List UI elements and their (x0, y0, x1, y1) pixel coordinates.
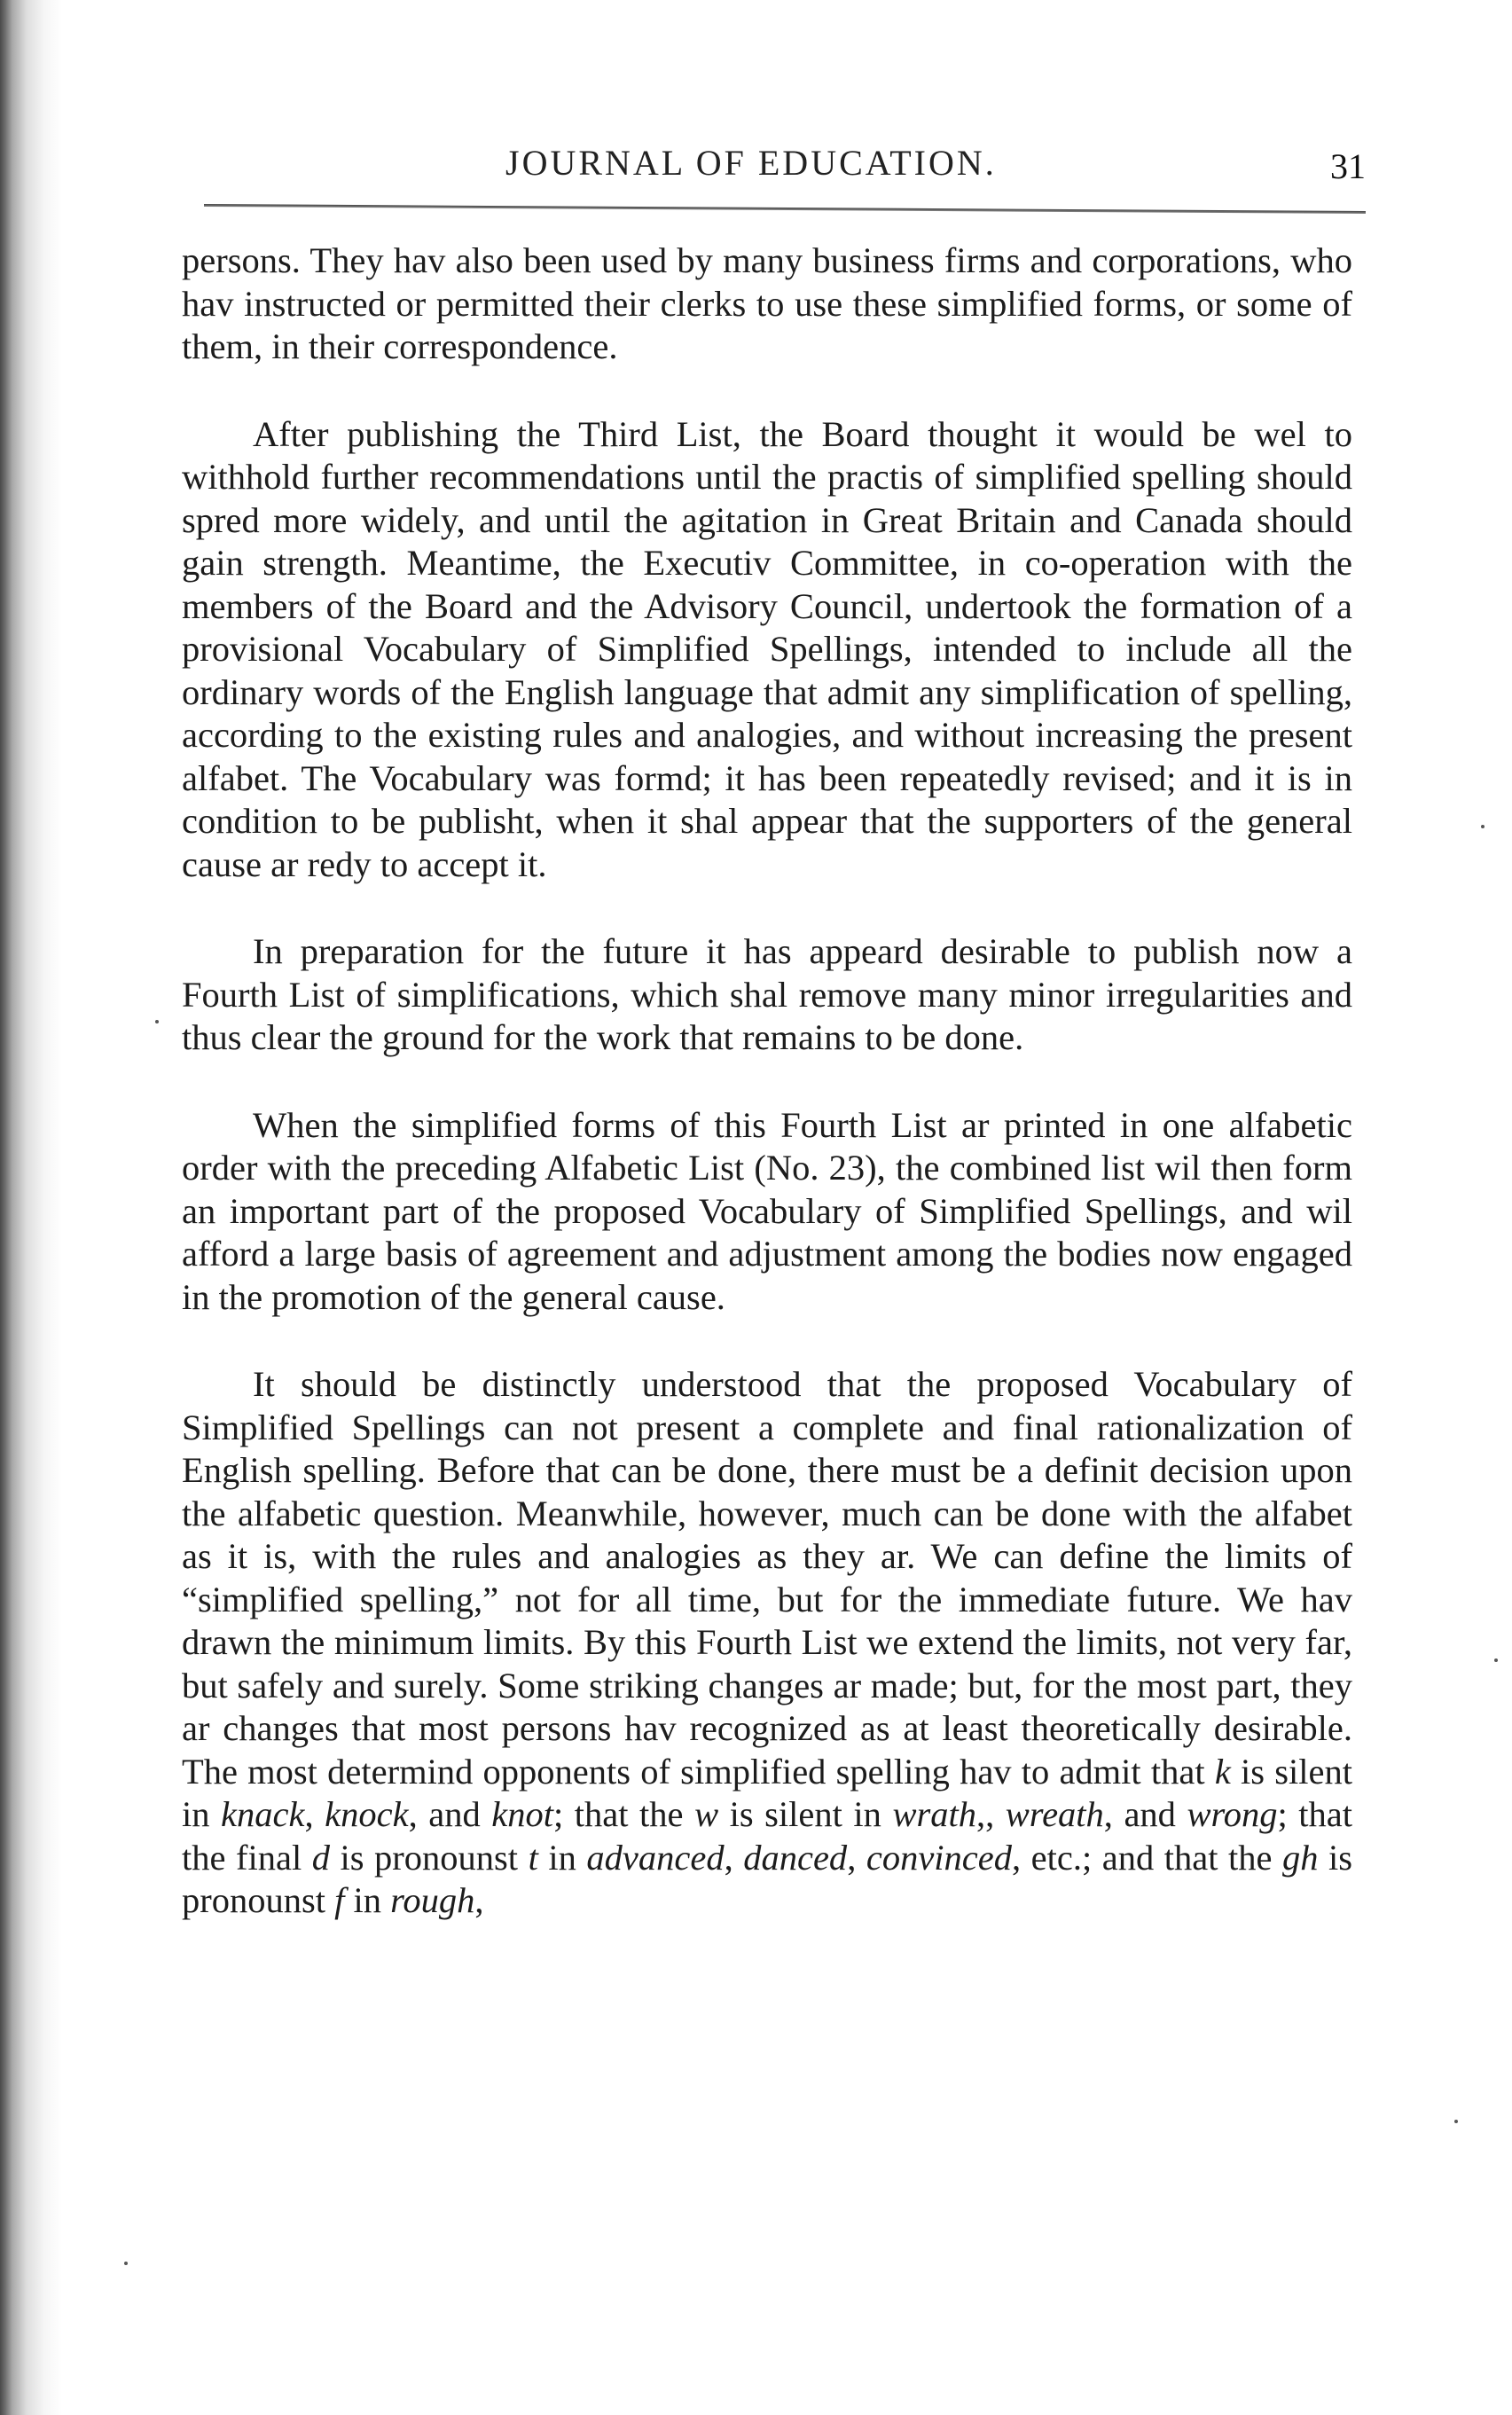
italic-letter: w (694, 1794, 719, 1834)
italic-word: knack (221, 1794, 305, 1834)
italic-word: wrath (892, 1794, 976, 1834)
text-run: , (724, 1837, 744, 1878)
running-title: JOURNAL OF EDUCATION. (505, 143, 997, 183)
scan-speck (1481, 825, 1485, 828)
text-run: , (847, 1837, 866, 1878)
text-run: , and (408, 1794, 492, 1834)
italic-word: advanced (586, 1837, 725, 1878)
scan-speck (124, 2262, 128, 2265)
italic-letter: f (334, 1880, 345, 1920)
text-run: , etc.; and that the (1012, 1837, 1282, 1878)
italic-word: convinced (866, 1837, 1012, 1878)
italic-letter: k (1214, 1751, 1231, 1792)
italic-word: knock (325, 1794, 409, 1834)
page-number: 31 (1330, 146, 1366, 186)
text-run: is pronounst (330, 1837, 529, 1878)
paragraph-continuation: persons. They hav also been used by many business firms and corporations, who hav instructed or permitted their clerks to use these simplified forms, or some of them, in their correspondence. (182, 240, 1352, 366)
text-run: ; that the (553, 1794, 695, 1834)
text-run: in (537, 1837, 587, 1878)
body-text (182, 239, 1352, 1923)
italic-word: wreath (1005, 1794, 1104, 1834)
italic-letter: gh (1282, 1837, 1319, 1878)
italic-word: wrong (1187, 1794, 1278, 1834)
italic-word: rough (390, 1880, 475, 1920)
text-run: is pronounst (182, 1837, 1353, 1920)
text-run: It should be distinctly understood that the proposed Vocabulary of Simplified Spellings can not present a complete and final rationalization of English spelling. Before that can be done, there must be a definit decision upon the alfabetic question. Meanwhile, however, much can be done with the alfabet as it is, with the rules and analogies as they ar. We can define the limits of “simplified spelling,” not for all time, but for the immediate future. We hav drawn the minimum limits. By this Fourth List we extend the limits, not very far, but safely and surely. Some striking changes ar made; but, for the most part, they ar changes that most persons hav recognized as at least theoretically desirable. The most determind opponents of simplified spelling hav to admit that (182, 1364, 1352, 1792)
scan-speck (1494, 1658, 1498, 1662)
text-run: , and (1103, 1794, 1187, 1834)
text-run: , (474, 1880, 484, 1920)
page-binding-shadow (0, 0, 62, 2415)
paragraph-distinctly-understood (182, 1363, 1352, 1923)
text-run: ,, (976, 1794, 1006, 1834)
paragraph-third-list: After publishing the Third List, the Board thought it would be wel to withhold further recommendations until the practis of simplified spelling should spred more widely, and until the agitation in Great Britain and Canada should gain strength. Meantime, the Executiv Committee, in co-operation with the members of the Board and the Advisory Council, undertook the formation of a provisional Vocabulary of Simplified Spellings, intended to include all the ordinary words of the English language that admit any simplification of spelling, according to the existing rules and analogies, and without increasing the present alfabet. The Vocabulary was formd; it has been repeatedly revised; and it is in condition to be publisht, when it shal appear that the supporters of the general cause ar redy to accept it. (182, 413, 1352, 884)
italic-letter: t (528, 1837, 538, 1878)
paragraph-fourth-list-preparation: In preparation for the future it has appeard desirable to publish now a Fourth List of simplifications, which shal remove many minor irregularities and thus clear the ground for the work that remains to be done. (182, 931, 1352, 1057)
page-header (204, 142, 1366, 213)
text-run: in (344, 1880, 391, 1920)
text-run: , (304, 1794, 325, 1834)
text-run: is silent in (182, 1751, 1352, 1834)
italic-word: knot (491, 1794, 553, 1834)
text-run: ; that the final (182, 1794, 1353, 1878)
italic-word: danced (743, 1837, 848, 1878)
italic-letter: d (311, 1837, 330, 1878)
scan-speck (155, 1020, 159, 1023)
scan-speck (1454, 2120, 1458, 2123)
paragraph-alfabetic-order: When the simplified forms of this Fourth List ar printed in one alfabetic order with the preceding Alfabetic List (No. 23), the combined list wil then form an important part of the proposed Vocabulary of Simplified Spellings, and wil afford a large basis of agreement and adjustment among the bodies now engaged in the promotion of the general cause. (182, 1104, 1352, 1317)
text-run: is silent in (718, 1794, 893, 1834)
